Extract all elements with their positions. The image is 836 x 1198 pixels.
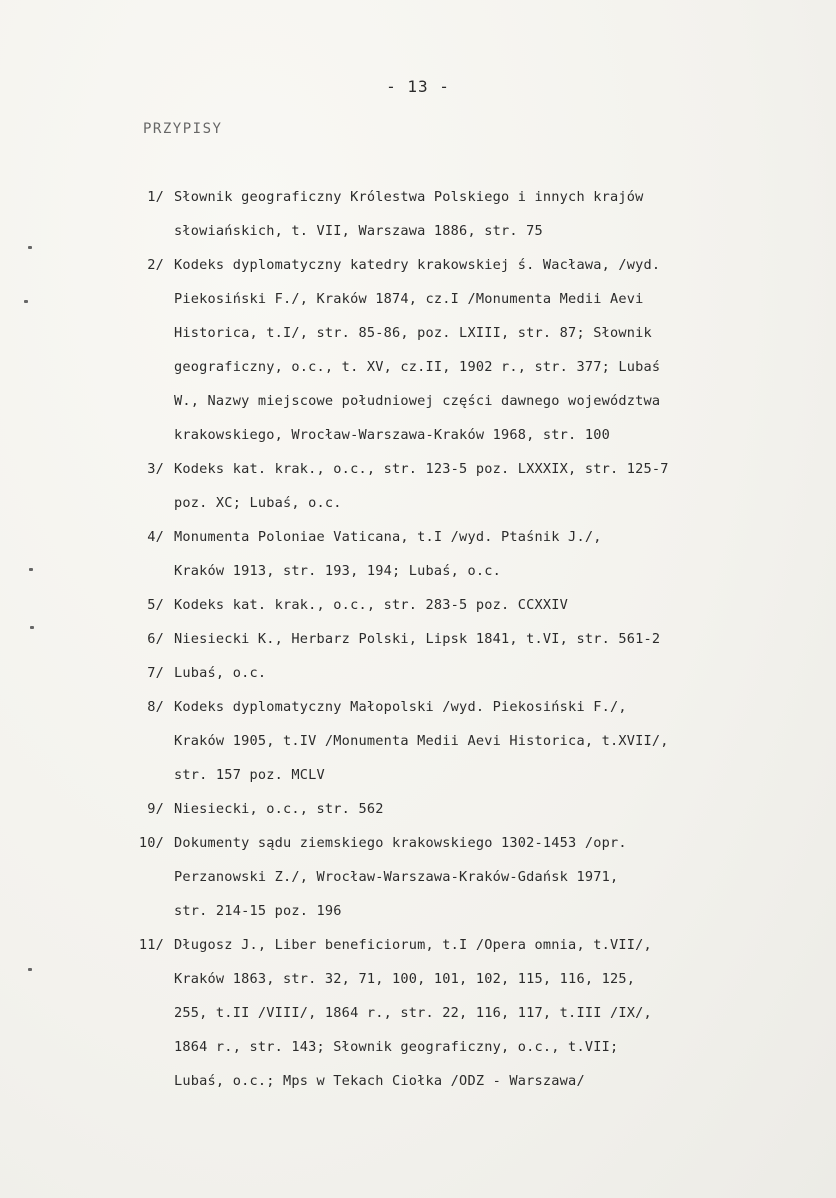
footnote-line: Kodeks dyplomatyczny Małopolski /wyd. Piekosiński F./, xyxy=(174,699,627,715)
footnote-number: 6/ xyxy=(147,631,164,647)
footnote-line: krakowskiego, Wrocław-Warszawa-Kraków 1968, str. 100 xyxy=(174,427,610,443)
footnote-number: 11/ xyxy=(138,937,164,953)
footnote-line: Lubaś, o.c. xyxy=(174,665,267,681)
footnote-number: 9/ xyxy=(147,801,164,817)
footnote-line: geograficzny, o.c., t. XV, cz.II, 1902 r., str. 377; Lubaś xyxy=(174,359,661,375)
footnote-number: 1/ xyxy=(147,189,164,205)
footnote-line: Lubaś, o.c.; Mps w Tekach Ciołka /ODZ - Warszawa/ xyxy=(174,1073,585,1089)
footnote-number: 5/ xyxy=(147,597,164,613)
footnote-number: 7/ xyxy=(147,665,164,681)
footnote-line: str. 157 poz. MCLV xyxy=(174,767,325,783)
footnote-line: Kodeks kat. krak., o.c., str. 123-5 poz. LXXXIX, str. 125-7 xyxy=(174,461,669,477)
footnote-line: poz. XC; Lubaś, o.c. xyxy=(174,495,342,511)
footnote-line: Niesiecki K., Herbarz Polski, Lipsk 1841, t.VI, str. 561-2 xyxy=(174,631,661,647)
footnote-line: W., Nazwy miejscowe południowej części dawnego województwa xyxy=(174,393,661,409)
footnote-number: 4/ xyxy=(147,529,164,545)
footnote-line: Dokumenty sądu ziemskiego krakowskiego 1302-1453 /opr. xyxy=(174,835,627,851)
footnote xyxy=(0,622,836,656)
footnote-number: 8/ xyxy=(147,699,164,715)
footnote-line: Długosz J., Liber beneficiorum, t.I /Opera omnia, t.VII/, xyxy=(174,937,652,953)
footnote-number: 2/ xyxy=(147,257,164,273)
footnote-line: Kraków 1863, str. 32, 71, 100, 101, 102, 115, 116, 125, xyxy=(174,971,636,987)
footnote xyxy=(0,826,836,928)
footnote-line: słowiańskich, t. VII, Warszawa 1886, str. 75 xyxy=(174,223,543,239)
footnote-line: 1864 r., str. 143; Słownik geograficzny, o.c., t.VII; xyxy=(174,1039,619,1055)
section-heading: PRZYPISY xyxy=(143,121,223,137)
page-number: - 13 - xyxy=(386,77,450,96)
footnote xyxy=(0,452,836,520)
footnote-line: Kodeks dyplomatyczny katedry krakowskiej ś. Wacława, /wyd. xyxy=(174,257,661,273)
footnote-number: 10/ xyxy=(138,835,164,851)
footnote-line: Niesiecki, o.c., str. 562 xyxy=(174,801,384,817)
footnotes-list xyxy=(0,180,836,1098)
footnote xyxy=(0,928,836,1098)
footnote xyxy=(0,656,836,690)
footnote-line: Kodeks kat. krak., o.c., str. 283-5 poz. CCXXIV xyxy=(174,597,569,613)
footnote xyxy=(0,690,836,792)
footnote-line: Kraków 1905, t.IV /Monumenta Medii Aevi Historica, t.XVII/, xyxy=(174,733,669,749)
footnote xyxy=(0,180,836,248)
footnote xyxy=(0,248,836,452)
footnote-line: str. 214-15 poz. 196 xyxy=(174,903,342,919)
footnote-line: 255, t.II /VIII/, 1864 r., str. 22, 116, 117, t.III /IX/, xyxy=(174,1005,652,1021)
footnote-line: Słownik geograficzny Królestwa Polskiego i innych krajów xyxy=(174,189,644,205)
footnote-line: Kraków 1913, str. 193, 194; Lubaś, o.c. xyxy=(174,563,501,579)
footnote-number: 3/ xyxy=(147,461,164,477)
footnote-line: Piekosiński F./, Kraków 1874, cz.I /Monumenta Medii Aevi xyxy=(174,291,644,307)
footnote-line: Historica, t.I/, str. 85-86, poz. LXIII, str. 87; Słownik xyxy=(174,325,652,341)
footnote xyxy=(0,520,836,588)
footnote xyxy=(0,792,836,826)
footnote-line: Monumenta Poloniae Vaticana, t.I /wyd. Ptaśnik J./, xyxy=(174,529,602,545)
footnote-line: Perzanowski Z./, Wrocław-Warszawa-Kraków-Gdańsk 1971, xyxy=(174,869,619,885)
footnote xyxy=(0,588,836,622)
